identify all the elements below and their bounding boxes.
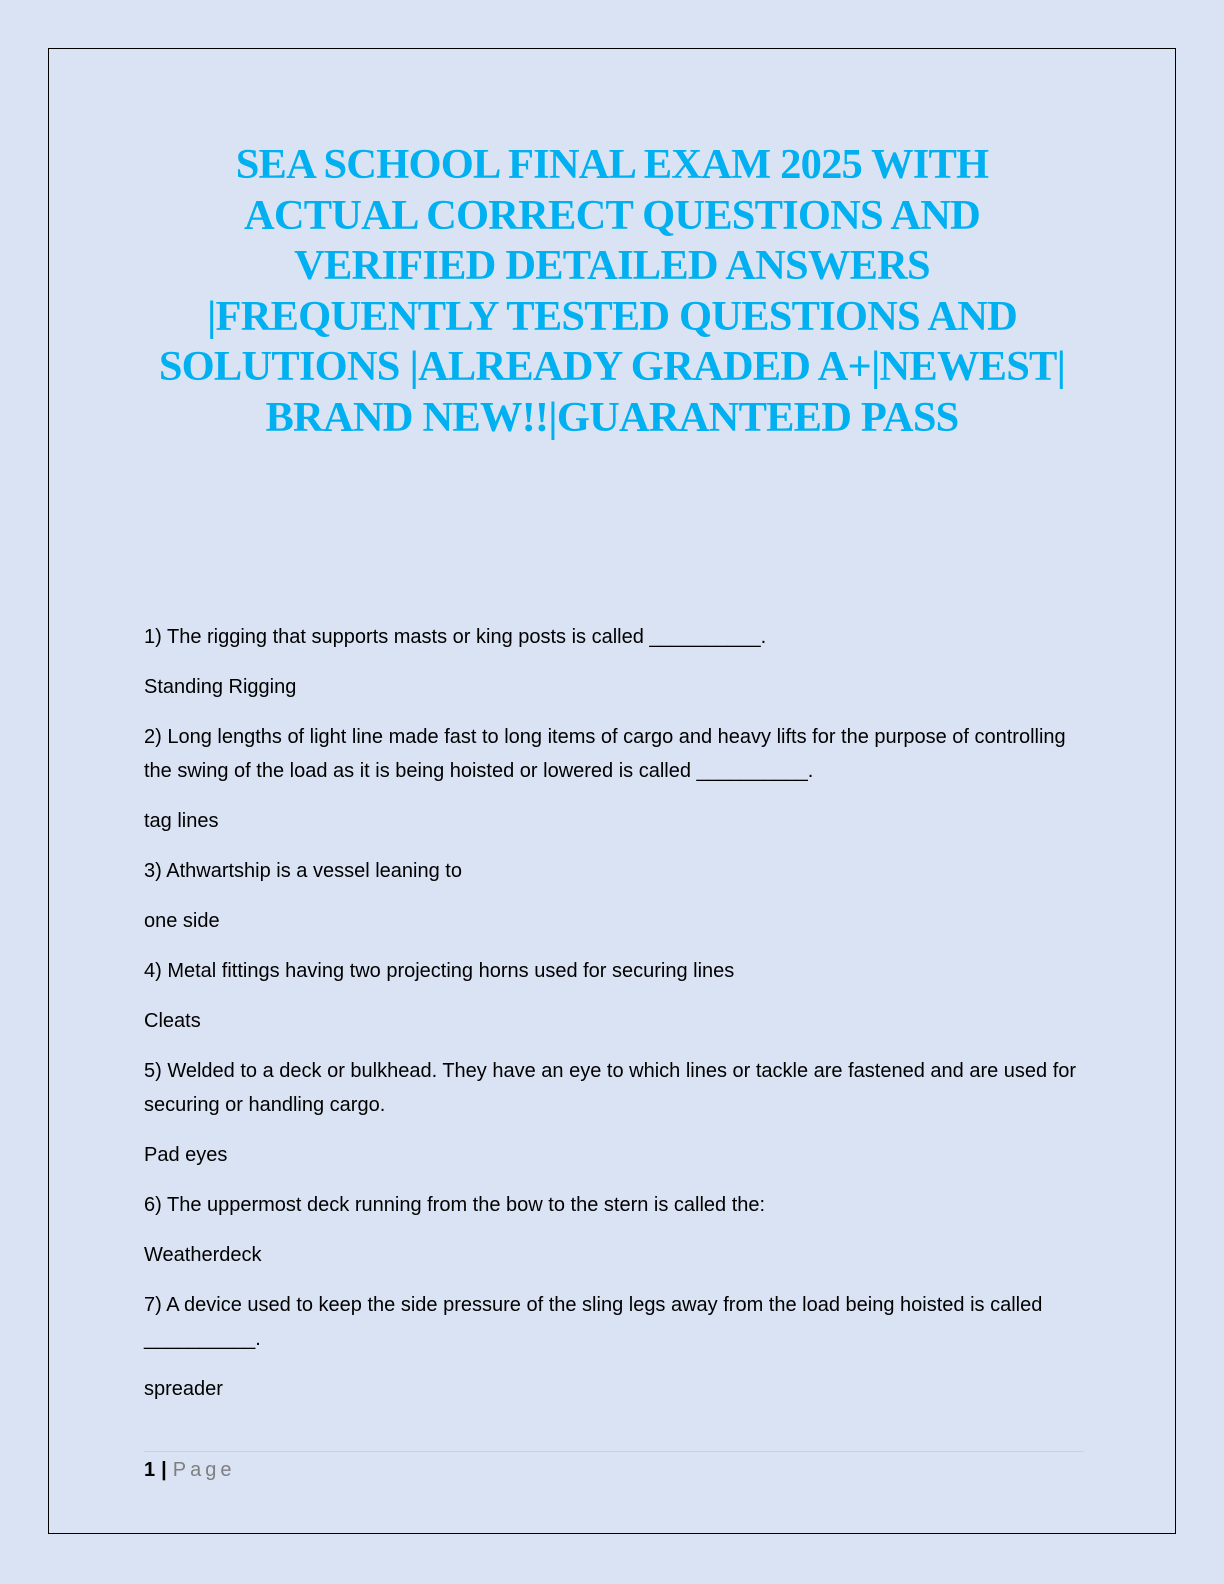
title-line: |FREQUENTLY TESTED QUESTIONS AND xyxy=(206,292,1018,340)
page-footer xyxy=(144,1455,235,1485)
question-3: 3) Athwartship is a vessel leaning to xyxy=(144,860,462,882)
answer-4: Cleats xyxy=(144,1010,201,1032)
page-number: 1 xyxy=(144,1459,156,1481)
answer-5: Pad eyes xyxy=(144,1144,228,1166)
title-line: ACTUAL CORRECT QUESTIONS AND xyxy=(243,191,981,239)
title-line: SOLUTIONS |ALREADY GRADED A+|NEWEST| xyxy=(158,343,1066,390)
question-answer-list xyxy=(144,620,1084,1422)
question-6: 6) The uppermost deck running from the bow to the stern is called the: xyxy=(144,1194,766,1216)
question-5: 5) Welded to a deck or bulkhead. They have an eye to which lines or tackle are fastened and are used for securing or handling cargo. xyxy=(144,1060,1077,1116)
answer-1: Standing Rigging xyxy=(144,676,297,698)
question-2: 2) Long lengths of light line made fast to long items of cargo and heavy lifts for the purpose of controlling the swing of the load as it is being hoisted or lowered is called __________. xyxy=(144,726,1066,782)
footer-separator: | xyxy=(161,1459,167,1481)
answer-6: Weatherdeck xyxy=(144,1244,262,1266)
page-label: Page xyxy=(172,1459,236,1481)
answer-7: spreader xyxy=(144,1378,223,1400)
title-line: SEA SCHOOL FINAL EXAM 2025 WITH xyxy=(235,141,989,188)
question-4: 4) Metal fittings having two projecting horns used for securing lines xyxy=(144,960,735,982)
document-title xyxy=(130,140,1094,443)
footer-divider xyxy=(144,1451,1084,1452)
answer-3: one side xyxy=(144,910,220,932)
question-1: 1) The rigging that supports masts or king posts is called __________. xyxy=(144,626,767,648)
question-7: 7) A device used to keep the side pressure of the sling legs away from the load being hoisted is called __________. xyxy=(144,1294,1043,1350)
title-line: VERIFIED DETAILED ANSWERS xyxy=(294,242,930,289)
title-line: BRAND NEW!!|GUARANTEED PASS xyxy=(265,393,959,441)
answer-2: tag lines xyxy=(144,810,219,832)
